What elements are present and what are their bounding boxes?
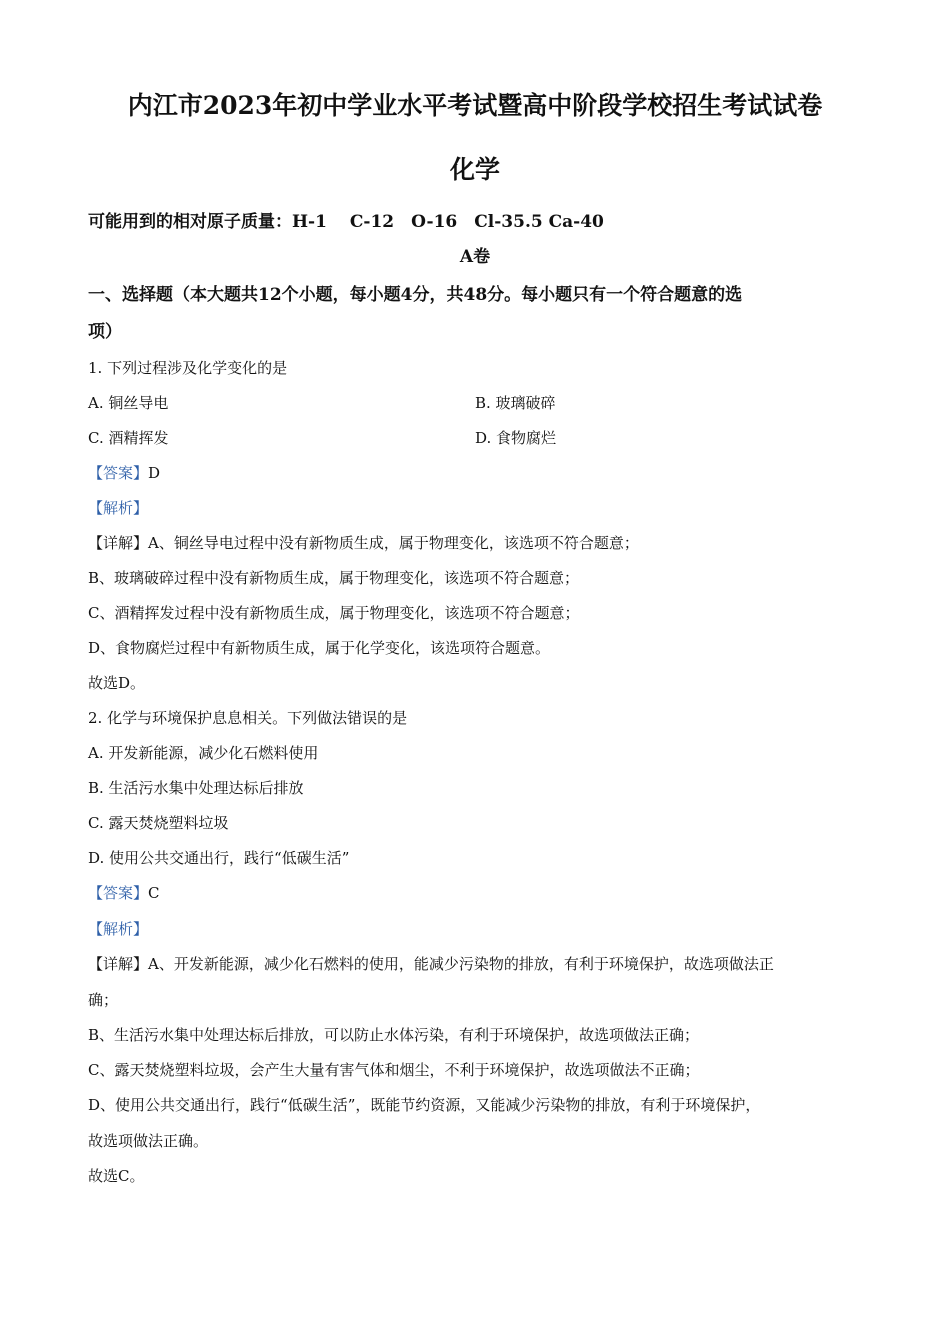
section-a-heading: A卷 [459, 247, 491, 267]
document-title: 内江市2023年初中学业水平考试暨高中阶段学校招生考试试卷 [127, 91, 823, 120]
q2-option-c: C. 露天焚烧塑料垃圾 [88, 814, 229, 832]
q2-option-d: D. 使用公共交通出行，践行“低碳生活” [88, 849, 350, 867]
subject-title: 化学 [449, 155, 500, 184]
q2-answer-line [88, 883, 160, 903]
q2-detail-line-1-cont: 确； [88, 991, 119, 1009]
detail-label: 【详解】 [88, 955, 149, 973]
q1-option-a: A. 铜丝导电 [88, 394, 169, 412]
atomic-masses: 可能用到的相对原子质量：H-1 C-12 O-16 Cl-35.5 Ca-40 [88, 212, 604, 232]
q2-option-b: B. 生活污水集中处理达标后排放 [88, 779, 304, 797]
q1-option-d: D. 食物腐烂 [475, 429, 557, 447]
q1-answer: D [148, 464, 161, 482]
part1-heading-cont: 项） [88, 322, 122, 342]
q2-detail-line-3: C、露天焚烧塑料垃圾，会产生大量有害气体和烟尘，不利于环境保护，故选项做法不正确； [88, 1061, 700, 1079]
q1-option-b: B. 玻璃破碎 [475, 394, 556, 412]
q2-detail-line-2: B、生活污水集中处理达标后排放，可以防止水体污染，有利于环境保护，故选项做法正确； [88, 1026, 700, 1044]
q2-option-a: A. 开发新能源，减少化石燃料使用 [88, 744, 319, 762]
q2-detail-line-4-cont: 故选项做法正确。 [88, 1132, 209, 1150]
q2-detail-text-1: A、开发新能源，减少化石燃料的使用，能减少污染物的排放，有利于环境保护，故选项做法正 [148, 955, 774, 973]
q1-stem: 1. 下列过程涉及化学变化的是 [88, 359, 288, 377]
q2-stem: 2. 化学与环境保护息息相关。下列做法错误的是 [88, 709, 408, 727]
q2-detail-line-1 [88, 954, 774, 974]
detail-label: 【详解】 [88, 534, 149, 552]
answer-label: 【答案】 [88, 464, 149, 482]
q2-answer: C [148, 884, 160, 902]
q1-answer-line [88, 463, 160, 483]
q1-detail-text-1: A、铜丝导电过程中没有新物质生成，属于物理变化，该选项不符合题意； [148, 534, 639, 552]
q1-detail-line-3: C、酒精挥发过程中没有新物质生成，属于物理变化，该选项不符合题意； [88, 604, 580, 622]
q1-detail-line-2: B、玻璃破碎过程中没有新物质生成，属于物理变化，该选项不符合题意； [88, 569, 580, 587]
q1-detail-line-1 [88, 533, 639, 553]
q1-conclusion: 故选D。 [88, 674, 146, 692]
q1-analysis-label: 【解析】 [88, 499, 149, 517]
q1-option-c: C. 酒精挥发 [88, 429, 169, 447]
q2-detail-line-4: D、使用公共交通出行，践行“低碳生活”，既能节约资源，又能减少污染物的排放，有利于环境保护， [88, 1096, 761, 1114]
q1-detail-line-4: D、食物腐烂过程中有新物质生成，属于化学变化，该选项符合题意。 [88, 639, 551, 657]
answer-label: 【答案】 [88, 884, 149, 902]
q2-conclusion: 故选C。 [88, 1167, 145, 1185]
part1-heading: 一、选择题（本大题共12个小题，每小题4分，共48分。每小题只有一个符合题意的选 [88, 285, 743, 305]
q2-analysis-label: 【解析】 [88, 920, 149, 938]
